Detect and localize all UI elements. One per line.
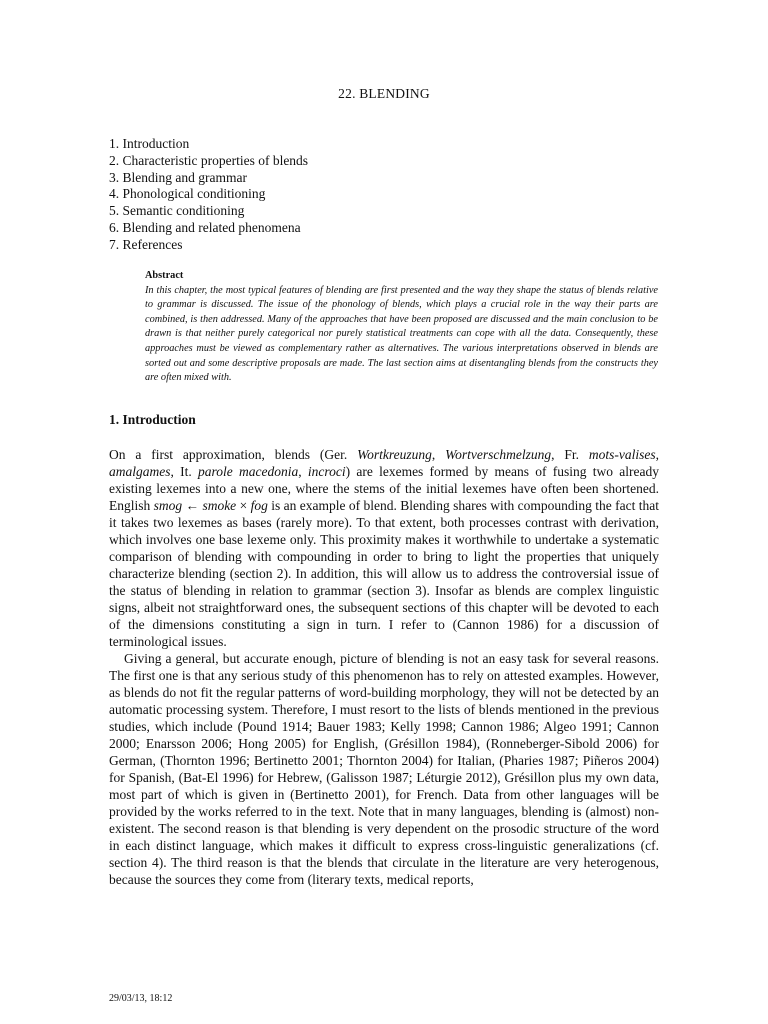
abstract	[145, 269, 658, 386]
toc-item: 3. Blending and grammar	[109, 169, 247, 185]
toc-item: 5. Semantic conditioning	[109, 203, 245, 219]
toc-item: 7. References	[109, 236, 183, 252]
paragraph: On a first approximation, blends (Ger. Wortkreuzung, Wortverschmelzung, Fr. mots-valises, amalgames, It. parole macedonia, incroci) are lexemes formed by means of fusing two already existing lexemes into a new one, where the stems of the initial lexemes have often been shortened. English smog ← smoke × fog is an example of blend. Blending shares with compounding the fact that it takes two lexemes as bases (rarely more). To that extent, both processes contrast with derivation, which involves one base lexeme only. This proximity makes it worthwhile to undertake a systematic comparison of blending with compounding in order to bring to light the properties that uniquely characterize blending (section 2). In addition, this will allow us to address the controversial issue of the status of blending in relation to grammar (section 3). Insofar as blends are complex linguistic signs, albeit not straightforward ones, the subsequent sections of this chapter will be devoted to each of the dimensions constituting a sign in turn. I refer to (Cannon 1986) for a discussion of terminological issues.	[109, 447, 659, 649]
section-heading: 1. Introduction	[109, 412, 196, 427]
abstract-text: In this chapter, the most typical features of blending are first presented and the way they shape the status of blends relative to grammar is discussed. The issue of the phonology of blends, which plays a crucial role in the way their parts are combined, is then addressed. Many of the approaches that have been proposed are discussed and the main conclusion to be drawn is that neither purely categorical nor purely statistical treatments can cope with all the data. Consequently, these approaches must be viewed as complementary rather as alternatives. The various interpretations observed in blends are sorted out and some descriptive proposals are made. The last section aims at disentangling blends from the constructs they are often mixed with.	[145, 284, 658, 384]
table-of-contents	[109, 136, 308, 254]
body-text	[109, 446, 659, 888]
toc-item: 2. Characteristic properties of blends	[109, 152, 309, 168]
toc-item: 1. Introduction	[109, 136, 190, 151]
abstract-heading: Abstract	[145, 270, 184, 281]
chapter-title: 22. BLENDING	[338, 86, 430, 101]
print-timestamp: 29/03/13, 18:12	[109, 993, 173, 1004]
toc-item: 4. Phonological conditioning	[109, 186, 266, 202]
paragraph: Giving a general, but accurate enough, picture of blending is not an easy task for several reasons. The first one is that any serious study of this phenomenon has to rely on attested examples. However, as blends do not fit the regular patterns of word-building morphology, they will not be detected by an automatic processing system. Therefore, I must resort to the lists of blends mentioned in the previous studies, which include (Pound 1914; Bauer 1983; Kelly 1998; Cannon 1986; Algeo 1991; Cannon 2000; Enarsson 2006; Hong 2005) for English, (Grésillon 1984), (Ronneberger-Sibold 2006) for German, (Thornton 1996; Bertinetto 2001; Thornton 2004) for Italian, (Pharies 1987; Piñeros 2004) for Spanish, (Bat-El 1996) for Hebrew, (Galisson 1987; Léturgie 2012), Grésillon plus my own data, most part of which is given in (Bertinetto 2001), for French. Data from other languages will be provided by the works referred to in the text. Note that in many languages, blending is (almost) non-existent. The second reason is that blending is very dependent on the prosodic structure of the word in each distinct language, which makes it difficult to express cross-linguistic generalizations (cf. section 4). The third reason is that the blends that circulate in the literature are very heterogenous, because the sources they come from (literary texts, medical reports,	[109, 651, 659, 887]
toc-item: 6. Blending and related phenomena	[109, 219, 301, 235]
